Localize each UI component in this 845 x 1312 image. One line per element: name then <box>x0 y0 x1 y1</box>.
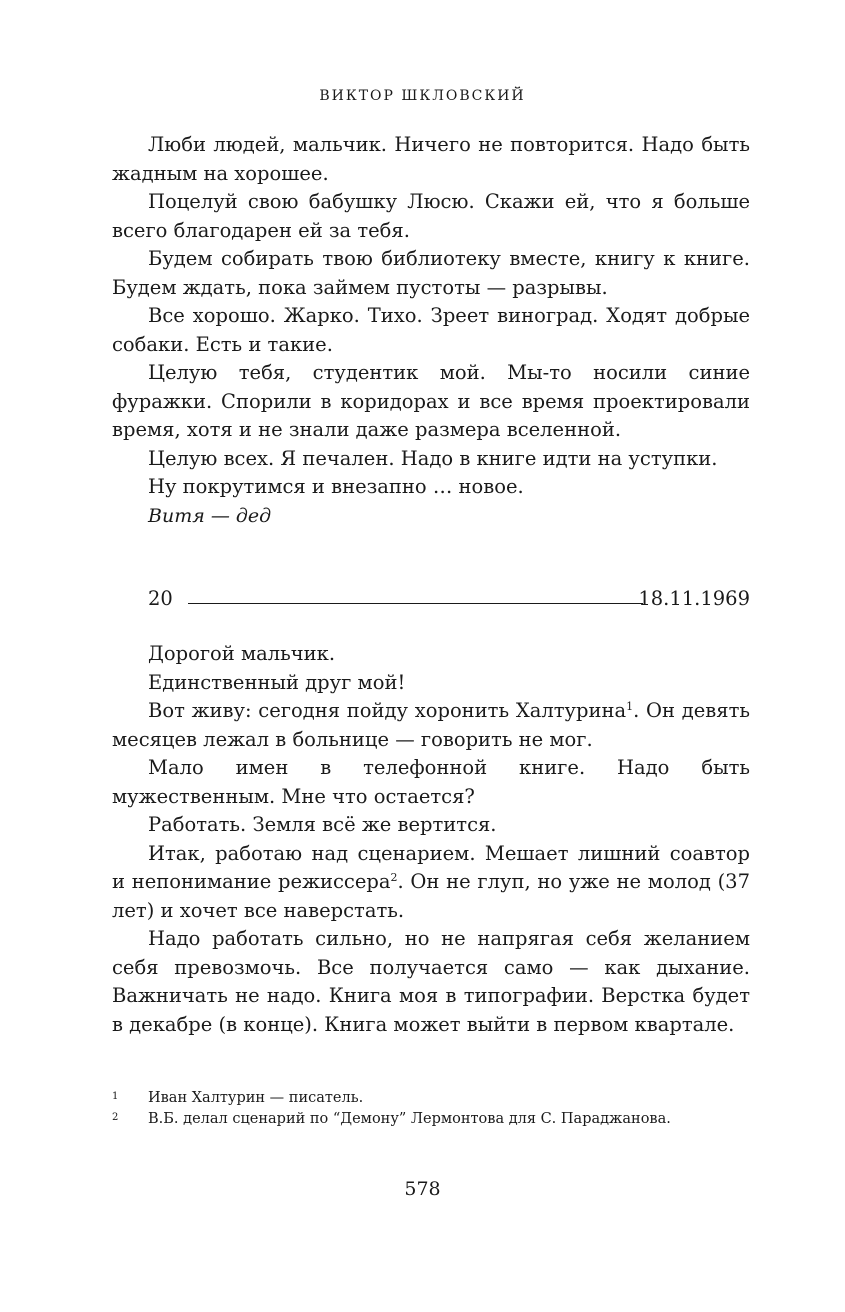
paragraph: Будем собирать твою библиотеку вместе, книгу к книге. Будем ждать, пока займем пустоты — разрывы. <box>112 247 750 299</box>
footnote-mark: 1 <box>112 1091 119 1102</box>
letter-number: 20 <box>148 587 173 610</box>
footnote-ref[interactable]: 1 <box>626 700 634 713</box>
page-number: 578 <box>404 1178 441 1200</box>
footnote-mark: 2 <box>112 1112 119 1123</box>
letter-19-ending <box>112 131 750 530</box>
footnote-text: Иван Халтурин — писатель. <box>148 1090 364 1106</box>
paragraph: Люби людей, мальчик. Ничего не повторится. Надо быть жадным на хорошее. <box>112 133 750 185</box>
paragraph: Работать. Земля всё же вертится. <box>148 813 497 836</box>
paragraph: Надо работать сильно, но не напрягая себя желанием себя превозмочь. Все получается само — как дыхание. Важничать не надо. Книга моя в типографии. Верстка будет в декабре (в конце). Книга может выйти в первом квартале. <box>112 927 750 1036</box>
paragraph-text: Вот живу: сегодня пойду хоронить Халтурина <box>148 699 627 722</box>
paragraph: Ну покрутимся и внезапно … новое. <box>148 475 524 498</box>
paragraph: Мало имен в телефонной книге. Надо быть мужественным. Мне что остается? <box>112 756 750 808</box>
footnote-text: В.Б. делал сценарий по “Демону” Лермонтова для С. Параджанова. <box>148 1111 671 1127</box>
paragraph <box>112 840 750 926</box>
paragraph: Дорогой мальчик. <box>148 642 336 665</box>
footnotes <box>112 1088 752 1130</box>
paragraph: Целую тебя, студентик мой. Мы-то носили синие фуражки. Спорили в коридорах и все время проектировали время, хотя и не знали даже размера вселенной. <box>112 361 750 441</box>
paragraph-text: . Он девять месяцев лежал в больнице — говорить не мог. <box>112 699 750 751</box>
header-rule <box>188 603 643 604</box>
paragraph: Поцелуй свою бабушку Люсю. Скажи ей, что я больше всего благодарен ей за тебя. <box>112 190 750 242</box>
paragraph: Единственный друг мой! <box>148 670 406 694</box>
signature: Витя — дед <box>148 504 272 527</box>
paragraph-text: . Он не глуп, но уже не молод (37 лет) и хочет все наверстать. <box>112 870 750 922</box>
letter-header <box>148 584 750 614</box>
footnote <box>112 1088 752 1109</box>
letter-20-body <box>112 640 750 1039</box>
paragraph <box>112 697 750 754</box>
letter-date: 18.11.1969 <box>638 587 750 610</box>
running-head: ВИКТОР ШКЛОВСКИЙ <box>319 88 526 104</box>
paragraph: Целую всех. Я печален. Надо в книге идти на уступки. <box>148 446 718 470</box>
footnote <box>112 1109 752 1130</box>
footnote-ref[interactable]: 2 <box>390 871 398 884</box>
paragraph: Все хорошо. Жарко. Тихо. Зреет виноград. Ходят добрые собаки. Есть и такие. <box>112 304 750 356</box>
paragraph-text: Итак, работаю над сценарием. Мешает лишний соавтор и непонимание режиссера <box>112 841 750 893</box>
